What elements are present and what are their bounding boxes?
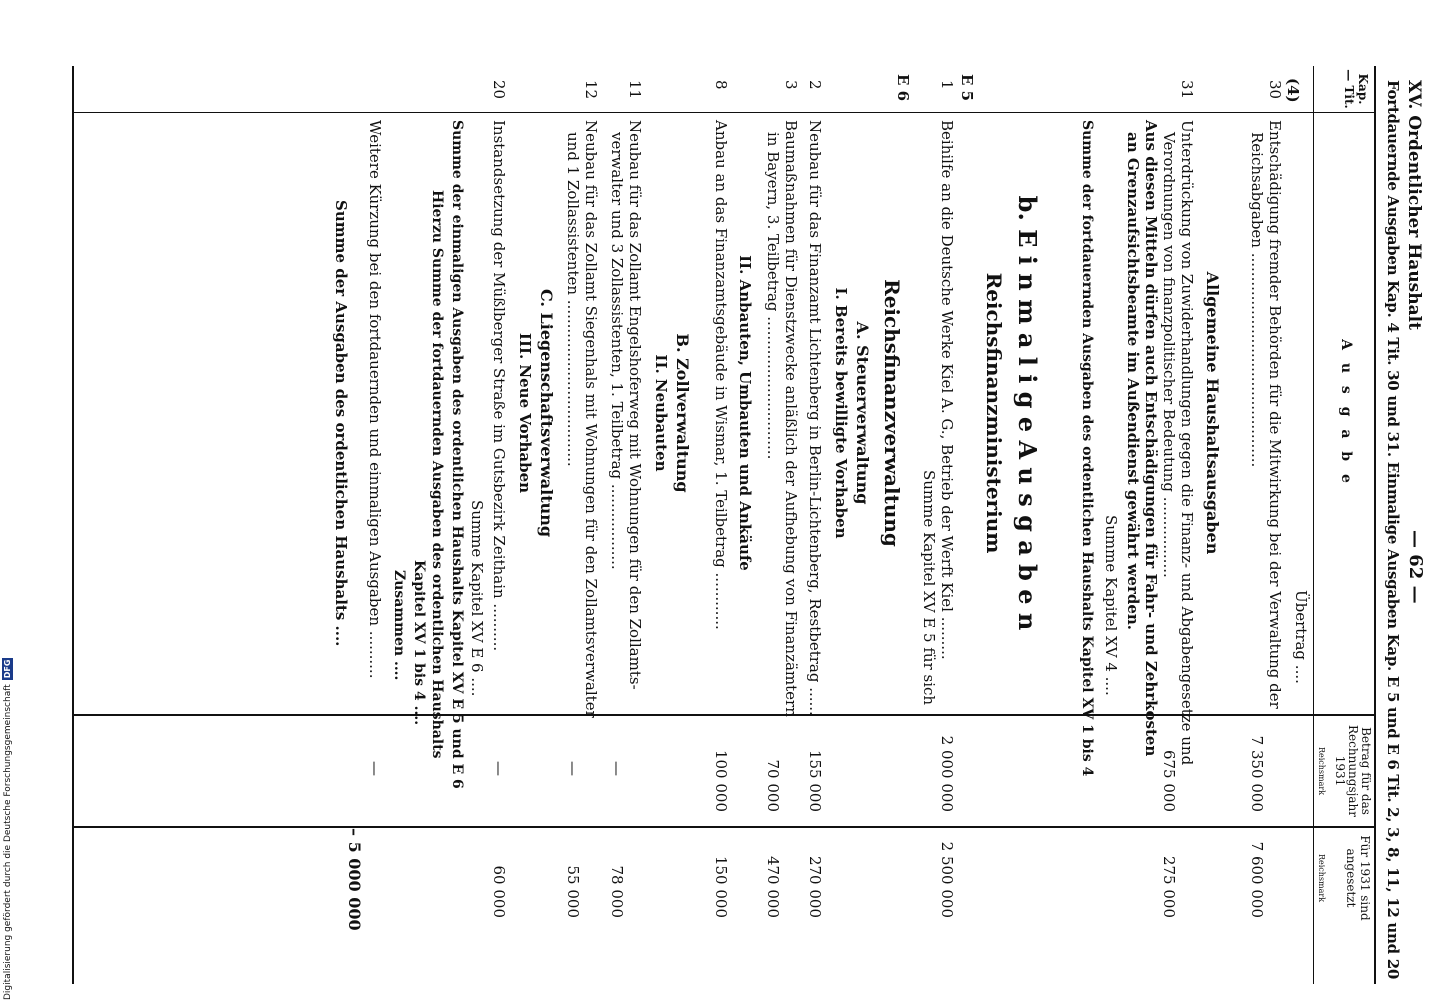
- row20-value-1931: —: [490, 761, 508, 776]
- e5-value-1931: 2 000 000: [938, 735, 956, 812]
- kuerzung-value-1931: —: [366, 761, 384, 776]
- row2-tit: 2: [806, 80, 824, 90]
- header-title: XV. Ordentlicher Haushalt: [1404, 80, 1424, 330]
- row30-value-angesetzt: 7 600 000: [1248, 841, 1266, 918]
- row31-value-angesetzt: 275 000: [1160, 855, 1178, 918]
- col-unit-1: Reichsmark: [1317, 746, 1326, 796]
- dfg-logo-icon: DFG: [3, 659, 12, 679]
- hierzu-line2: Kapitel XV 1 bis 4 ....: [411, 560, 427, 726]
- sum-total: Summe der Ausgaben des ordentlichen Haushalts ....: [332, 200, 350, 647]
- rfv-heading: Reichsfinanzverwaltung: [880, 279, 904, 547]
- col-header-betrag: Betrag für das Rechnungsjahr 1931: [1333, 725, 1373, 817]
- digitization-note-text: Digitalisierung gefördert durch die Deutsche Forschungsgemeinschaft: [2, 684, 13, 1000]
- allgemeine-heading: Allgemeine Haushaltsausgaben: [1203, 271, 1222, 555]
- sum-e6: Summe Kapitel XV E 6 ....: [468, 500, 486, 697]
- header-subtitle: Fortdauernde Ausgaben Kap. 4 Tit. 30 und 31. Einmalige Ausgaben Kap. E 5 und E 6 Tit. 2, 3, 8, 11, 12 und 20: [1384, 80, 1402, 980]
- steuer-heading: A. Steuerverwaltung: [853, 321, 872, 505]
- zusammen-label: Zusammen ....: [391, 570, 407, 681]
- row20-value-angesetzt: 60 000: [490, 865, 508, 918]
- row3-value-1931: 70 000: [764, 759, 782, 812]
- row8-value-1931: 100 000: [712, 749, 730, 812]
- row11-value-angesetzt: 78 000: [608, 865, 626, 918]
- row31-desc-line4: an Grenzaufsichtsbeamte im Außendienst gewährt werden.: [1124, 132, 1142, 631]
- row8-tit: 8: [712, 80, 730, 90]
- row30-desc-line2: Reichsabgaben .............................................: [1248, 132, 1266, 468]
- e5-sum: Summe Kapitel XV E 5 für sich: [920, 470, 938, 706]
- sum-fortdauernde: Summe der fortdauernden Ausgaben des ordentlichen Haushalts Kapitel XV 1 bis 4: [1079, 120, 1095, 777]
- row3-desc-line2: in Bayern, 3. Teilbetrag ..............................: [764, 132, 782, 460]
- rfm-heading: Reichsfinanzministerium: [982, 272, 1006, 554]
- row30-value-1931: 7 350 000: [1248, 735, 1266, 812]
- row3-desc-line1: Baumaßnahmen für Dienstzwecke anläßlich der Aufhebung von Finanzämtern: [782, 120, 800, 717]
- sum-kap4: Summe Kapitel XV 4 ....: [1102, 515, 1120, 696]
- row20-desc: Instandsetzung der Müßlberger Straße im Gutsbezirk Zeithain ..........: [490, 120, 508, 652]
- row30-tit: 30: [1266, 80, 1284, 100]
- row31-desc-line2: Verordnungen von finanzpolitischer Bedeutung .................: [1160, 132, 1178, 578]
- col-unit-2: Reichsmark: [1317, 853, 1326, 903]
- row30-desc-line1: Entschädigung fremder Behörden für die Mitwirkung bei der Verwaltung der: [1266, 120, 1284, 709]
- kuerzung-desc: Weitere Kürzung bei den fortdauernden und einmaligen Ausgaben ..........: [366, 120, 384, 679]
- row12-value-1931: —: [564, 761, 582, 776]
- row12-tit: 12: [582, 80, 600, 100]
- hierzu-line1: Hierzu Summe der fortdauernden Ausgaben des ordentlichen Haushalts: [429, 190, 445, 759]
- row3-tit: 3: [782, 80, 800, 90]
- row31-desc-line3: Aus diesen Mitteln dürfen auch Entschädigungen für Fahr- und Zehrkosten: [1142, 120, 1160, 757]
- zoll-heading: B. Zollverwaltung: [673, 333, 692, 493]
- row2-desc: Neubau für das Finanzamt Lichtenberg in Berlin-Lichtenberg, Restbetrag ......: [806, 120, 824, 716]
- col-header-ausgabe: A u s g a b e: [1338, 339, 1354, 487]
- row12-value-angesetzt: 55 000: [564, 865, 582, 918]
- header-bottom-rule: [1313, 66, 1314, 984]
- page-number: — 62 —: [1405, 530, 1426, 604]
- e6-kap: E 6: [894, 74, 912, 102]
- col-divider-1: [74, 112, 1376, 113]
- neubauten-heading: II. Neubauten: [652, 354, 670, 472]
- row11-desc-line2: verwalter und 3 Zollassistenten, 1. Teilbetrag ..................: [608, 132, 626, 570]
- kuerzung-value-angesetzt: – 5 000 000: [345, 828, 364, 931]
- row2-value-1931: 155 000: [806, 749, 824, 812]
- table-bottom-rule: [72, 66, 74, 984]
- uebertrag-label: Übertrag ....: [1292, 590, 1310, 684]
- bereits-heading: I. Bereits bewilligte Vorhaben: [832, 287, 850, 539]
- row30-kap: (4): [1284, 78, 1302, 103]
- e5-value-angesetzt: 2 500 000: [938, 841, 956, 918]
- einmalige-heading: b. E i n m a l i g e A u s g a b e n: [1013, 195, 1042, 631]
- row12-desc-line1: Neubau für das Zollamt Siegenhals mit Wohnungen für den Zollamtsverwalter: [582, 120, 600, 718]
- row31-desc-line1: Unterdrückung von Zuwiderhandlungen gegen die Finanz- und Abgabengesetze und: [1178, 120, 1196, 766]
- digitization-note: [2, 658, 13, 1000]
- sum-einmalige: Summe der einmaligen Ausgaben des ordentlichen Haushalts Kapitel XV E 5 und E 6: [449, 120, 465, 789]
- row31-tit: 31: [1178, 80, 1196, 100]
- e5-kap: E 5: [958, 74, 976, 102]
- row31-value-1931: 675 000: [1160, 749, 1178, 812]
- col-header-kap-tit: Kap. — Tit.: [1342, 69, 1370, 109]
- row11-tit: 11: [626, 80, 644, 100]
- table-top-rule: [1374, 66, 1376, 984]
- neue-heading: III. Neue Vorhaben: [516, 332, 534, 494]
- e5-desc: Beihilfe an die Deutsche Werke Kiel A. G., Betrieb der Werft Kiel .........: [938, 120, 956, 660]
- liegen-heading: C. Liegenschaftsverwaltung: [537, 288, 556, 538]
- row20-tit: 20: [490, 80, 508, 100]
- row11-desc-line1: Neubau für das Zollamt Engelshoferweg mit Wohnungen für den Zollamts-: [626, 120, 644, 690]
- row8-value-angesetzt: 150 000: [712, 855, 730, 918]
- e5-tit: 1: [938, 80, 956, 90]
- row8-desc: Anbau an das Finanzamtsgebäude in Wismar, 1. Teilbetrag ............: [712, 120, 730, 630]
- row12-desc-line2: und 1 Zollassistenten ...................................: [564, 132, 582, 467]
- row3-value-angesetzt: 470 000: [764, 855, 782, 918]
- col-header-angesetzt: Für 1931 sind angesetzt: [1344, 835, 1372, 921]
- row11-value-1931: —: [608, 761, 626, 776]
- row2-value-angesetzt: 270 000: [806, 855, 824, 918]
- anbauten-heading: II. Anbauten, Umbauten und Ankäufe: [736, 255, 754, 571]
